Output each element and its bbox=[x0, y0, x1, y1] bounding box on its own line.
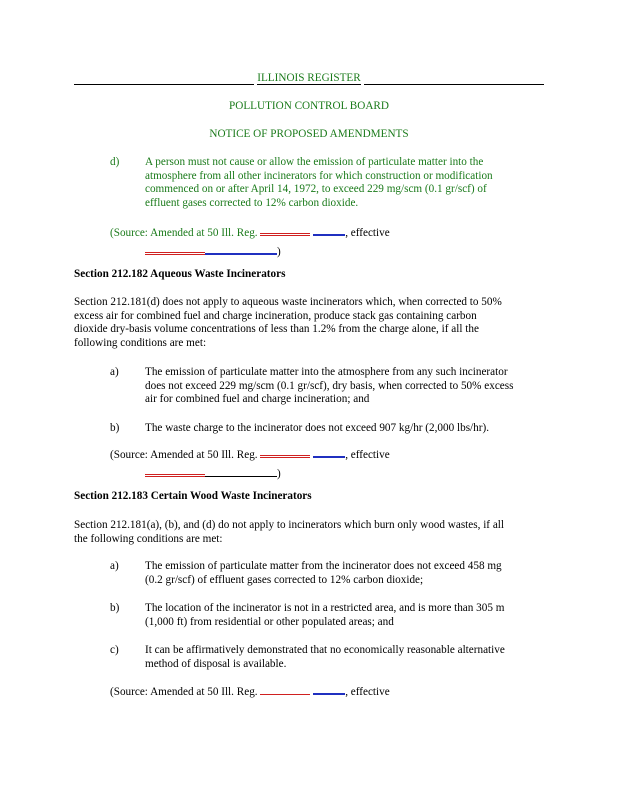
register-page-blank bbox=[313, 456, 345, 458]
notice-title: NOTICE OF PROPOSED AMENDMENTS bbox=[209, 128, 409, 140]
item-a-text: The emission of particulate matter into the atmosphere from any such incinerator does not exceed 229 mg/scm (0.1 gr/scf), dry basis, when corrected to 50% excess air for combined fuel and charge incineration; and bbox=[145, 366, 514, 406]
effective-date-blank-2 bbox=[205, 464, 277, 477]
effective-date-blank bbox=[145, 240, 205, 255]
item-c-text: It can be affirmatively demonstrated that no economically reasonable alternative method of disposal is available. bbox=[145, 644, 505, 670]
board-title: POLLUTION CONTROL BOARD bbox=[229, 100, 389, 112]
source-note-1: (Source: Amended at 50 Ill. Reg. , effective bbox=[110, 227, 390, 239]
item-a-label: a) bbox=[110, 560, 119, 572]
register-title: ILLINOIS REGISTER bbox=[257, 72, 361, 84]
item-b-label: b) bbox=[110, 602, 120, 614]
section-212-183-intro: Section 212.181(a), (b), and (d) do not apply to incinerators which burn only wood wastes, if all the following conditions are met: bbox=[74, 519, 505, 545]
item-c-label: c) bbox=[110, 644, 119, 656]
header-rule-left bbox=[74, 84, 254, 85]
effective-date-blank bbox=[145, 462, 205, 477]
section-212-182-intro: Section 212.181(d) does not apply to aqueous waste incinerators which, when corrected to 50% excess air for combined fuel and charge incineration, produce stack gas containing carbon dioxide dry-basis volume concentrations of less than 1.2% from the charge alone, if all the following conditions are met: bbox=[74, 296, 502, 349]
item-d-label: d) bbox=[110, 156, 120, 168]
source-note-2-line2: ) bbox=[145, 462, 281, 480]
item-b-label: b) bbox=[110, 422, 120, 434]
item-b-text: The waste charge to the incinerator does not exceed 907 kg/hr (2,000 lbs/hr). bbox=[145, 422, 490, 434]
header-rule-right bbox=[364, 84, 544, 85]
register-volume-blank bbox=[260, 233, 310, 236]
item-a-text: The emission of particulate matter from the incinerator does not exceed 458 mg (0.2 gr/scf) of effluent gases corrected to 12% carbon dioxide; bbox=[145, 560, 502, 586]
effective-date-blank-2 bbox=[205, 241, 277, 255]
section-212-183-heading: Section 212.183 Certain Wood Waste Incinerators bbox=[74, 490, 312, 502]
register-volume-blank bbox=[260, 694, 310, 695]
item-b-text: The location of the incinerator is not in a restricted area, and is more than 305 m (1,000 ft) from residential or other populated areas; and bbox=[145, 602, 505, 628]
source-note-2: (Source: Amended at 50 Ill. Reg. , effective bbox=[110, 449, 390, 461]
section-212-182-heading: Section 212.182 Aqueous Waste Incinerators bbox=[74, 268, 286, 280]
register-page-blank bbox=[313, 693, 345, 695]
item-d-text: A person must not cause or allow the emission of particulate matter into the atmosphere from all other incinerators for which construction or modification commenced on or after April 14, 1972, to exceed 229 mg/scm (0.1 gr/scf) of effluent gases corrected to 12% carbon dioxide. bbox=[145, 156, 493, 209]
register-volume-blank bbox=[260, 455, 310, 458]
source-note-1-line2: ) bbox=[145, 240, 281, 258]
item-a-label: a) bbox=[110, 366, 119, 378]
register-page-blank bbox=[313, 234, 345, 236]
source-note-3: (Source: Amended at 50 Ill. Reg. , effective bbox=[110, 686, 390, 698]
